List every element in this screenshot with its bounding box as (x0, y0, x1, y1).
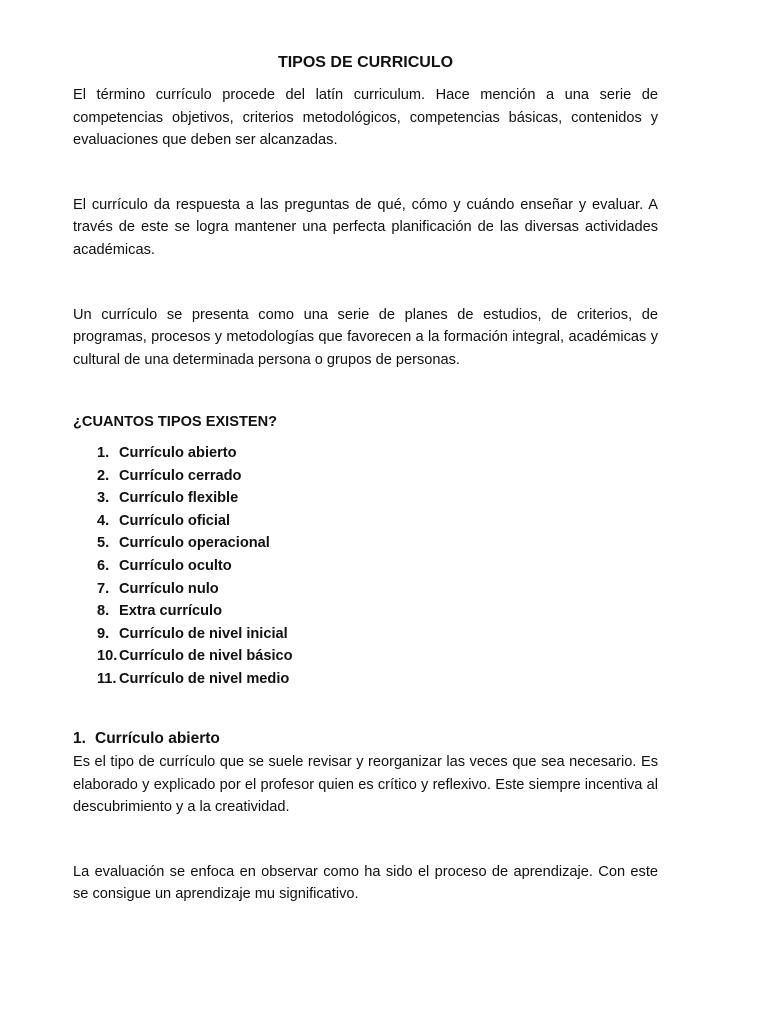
list-item-label: Currículo de nivel medio (119, 670, 290, 687)
intro-paragraph-1: El término currículo procede del latín curriculum. Hace mención a una serie de competencias objetivos, criterios metodológicos, competencias básicas, contenidos y evaluaciones que deben ser alcanzadas. (73, 87, 658, 149)
list-item (97, 645, 658, 668)
list-item (97, 578, 658, 601)
spacer (73, 819, 658, 861)
list-item-label: Currículo oficial (119, 512, 231, 529)
list-item (97, 668, 658, 691)
section-paragraph-2: La evaluación se enfoca en observar como ha sido el proceso de aprendizaje. Con este se consigue un aprendizaje mu significativo. (73, 863, 658, 903)
list-item-label: Currículo de nivel inicial (119, 625, 288, 642)
list-item-number: 11. (97, 670, 117, 687)
section-heading-number: 1. (73, 730, 86, 748)
list-item-number: 10. (97, 648, 118, 665)
list-item (97, 442, 658, 465)
section-paragraph-1: Es el tipo de currículo que se suele revisar y reorganizar las veces que sea necesario. Es elaborado y explicado por el profesor quien es crítico y reflexivo. Este siempre incentiva al descubrimiento y a la creatividad. (73, 754, 658, 816)
spacer (73, 262, 658, 304)
list-item-label: Currículo oculto (119, 557, 232, 574)
section-heading-label: Currículo abierto (95, 730, 220, 748)
list-item-number: 8. (97, 603, 110, 620)
list-item (97, 487, 658, 510)
intro-paragraph-2: El currículo da respuesta a las preguntas de qué, cómo y cuándo enseñar y evaluar. A través de este se logra mantener una perfecta planificación de las diversas actividades académicas. (73, 196, 658, 258)
intro-paragraph-3: Un currículo se presenta como una serie de planes de estudios, de criterios, de programas, procesos y metodologías que favorecen a la formación integral, académicas y cultural de una determinada persona o grupos de personas. (73, 306, 658, 368)
list-item-label: Currículo operacional (119, 535, 270, 552)
list-item-label: Currículo flexible (119, 490, 239, 507)
spacer (73, 371, 658, 411)
document-page (73, 52, 658, 906)
list-item-number: 1. (97, 444, 110, 461)
list-item-label: Currículo abierto (119, 444, 237, 461)
list-item (97, 600, 658, 623)
list-item (97, 623, 658, 646)
list-item (97, 465, 658, 488)
list-item-number: 9. (97, 625, 110, 642)
list-item-number: 3. (97, 490, 110, 507)
types-question-heading: ¿CUANTOS TIPOS EXISTEN? (73, 414, 278, 431)
list-item-number: 5. (97, 535, 110, 552)
list-item-number: 6. (97, 557, 110, 574)
spacer (73, 152, 658, 194)
list-item (97, 510, 658, 533)
list-item (97, 532, 658, 555)
list-item-label: Currículo nulo (119, 580, 219, 597)
spacer (73, 690, 658, 728)
list-item-number: 2. (97, 467, 110, 484)
list-item-number: 7. (97, 580, 110, 597)
section-heading (73, 728, 658, 751)
list-item-label: Currículo de nivel básico (119, 648, 293, 665)
list-item-label: Extra currículo (119, 603, 223, 620)
types-list (73, 442, 658, 691)
list-item-number: 4. (97, 512, 110, 529)
list-item-label: Currículo cerrado (119, 467, 242, 484)
document-title: TIPOS DE CURRICULO (277, 54, 454, 71)
list-item (97, 555, 658, 578)
